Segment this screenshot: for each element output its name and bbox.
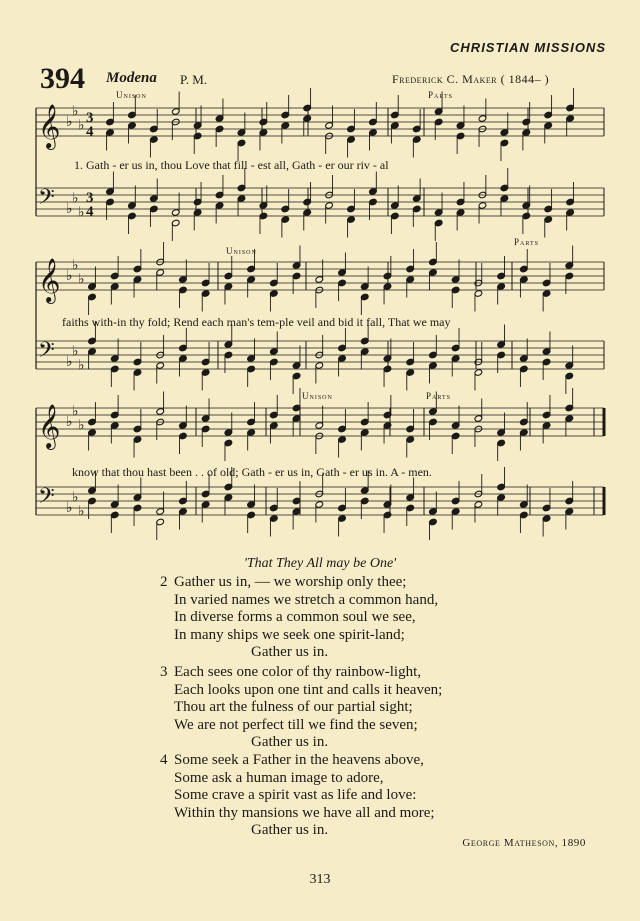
treble-clef: 𝄞	[38, 258, 61, 302]
time-signature-bottom: 4	[86, 204, 94, 220]
hymn-number: 394	[40, 62, 85, 95]
stanza-line: Gather us in, — we worship only thee;	[174, 574, 407, 590]
marking-parts: Parts	[426, 391, 451, 401]
stanza-line: Some crave a spirit vast as life and love:	[174, 787, 417, 803]
bass-clef: 𝄢	[38, 185, 55, 215]
flat-sign: ♭	[66, 268, 73, 284]
flat-sign: ♭	[78, 117, 85, 134]
stanza-line: Some seek a Father in the heavens above,	[174, 752, 424, 768]
marking-parts: Parts	[428, 90, 453, 100]
time-signature-top: 3	[86, 190, 94, 206]
treble-clef: 𝄞	[38, 104, 61, 148]
stanza-line: Each looks upon one tint and calls it heaven;	[174, 681, 443, 698]
time-signature-top: 3	[86, 110, 94, 126]
stanza-number: 3	[160, 664, 168, 680]
flat-sign: ♭	[78, 204, 85, 221]
stanza-line: We are not perfect till we find the seven;	[174, 716, 418, 733]
flat-sign: ♭	[78, 271, 85, 288]
marking-unison: Unison	[302, 391, 333, 401]
lyrics-line: know that thou hast been . . of old; Gath - er us in, Gath - er us in. A - men.	[72, 465, 432, 479]
bass-clef: 𝄢	[38, 338, 55, 368]
stanza-number: 4	[160, 752, 168, 768]
treble-clef: 𝄞	[38, 404, 61, 448]
flat-sign: ♭	[72, 190, 79, 207]
marking-unison: Unison	[116, 90, 147, 100]
flat-sign: ♭	[66, 201, 73, 217]
stanza-line: Gather us in.	[251, 822, 329, 838]
section-title: CHRISTIAN MISSIONS	[450, 40, 606, 55]
time-signature-bottom: 4	[86, 124, 94, 140]
hymn-caption: 'That They All may be One'	[243, 556, 397, 571]
stanza-line: Thou art the fulness of our partial sight;	[174, 699, 413, 715]
lyrics-line: faiths with-in thy fold; Rend each man's tem-ple veil and bid it fall, That we may	[62, 315, 451, 329]
meter: P. M.	[180, 72, 208, 87]
flat-sign: ♭	[78, 357, 85, 374]
author-credit: George Matheson, 1890	[462, 837, 586, 849]
page-number: 313	[309, 872, 331, 887]
stanza-line: In many ships we seek one spirit-land;	[174, 626, 405, 643]
flat-sign: ♭	[72, 257, 79, 274]
stanza-line: Each sees one color of thy rainbow-light,	[174, 664, 422, 680]
stanza-line: Some ask a human image to adore,	[174, 769, 384, 786]
stanza-line: Gather us in.	[251, 734, 329, 750]
flat-sign: ♭	[66, 500, 73, 516]
flat-sign: ♭	[66, 354, 73, 370]
flat-sign: ♭	[78, 417, 85, 434]
marking-parts: Parts	[514, 237, 539, 247]
flat-sign: ♭	[72, 489, 79, 506]
tune-name: Modena	[106, 70, 157, 86]
flat-sign: ♭	[78, 503, 85, 520]
lyrics-line: 1. Gath - er us in, thou Love that fill - est all, Gath - er our riv - al	[74, 158, 389, 172]
stanza-line: Within thy mansions we have all and more;	[174, 804, 435, 821]
flat-sign: ♭	[72, 103, 79, 120]
flat-sign: ♭	[72, 343, 79, 360]
flat-sign: ♭	[72, 403, 79, 420]
stanza-number: 2	[160, 574, 168, 590]
stanza-line: Gather us in.	[251, 644, 329, 660]
stanza-line: In diverse forms a common soul we see,	[174, 609, 416, 625]
composer-credit: Frederick C. Maker ( 1844– )	[392, 72, 550, 86]
bass-clef: 𝄢	[38, 484, 55, 514]
flat-sign: ♭	[66, 414, 73, 430]
flat-sign: ♭	[66, 114, 73, 130]
marking-unison: Unison	[226, 246, 257, 256]
stanza-line: In varied names we stretch a common hand,	[174, 591, 439, 608]
